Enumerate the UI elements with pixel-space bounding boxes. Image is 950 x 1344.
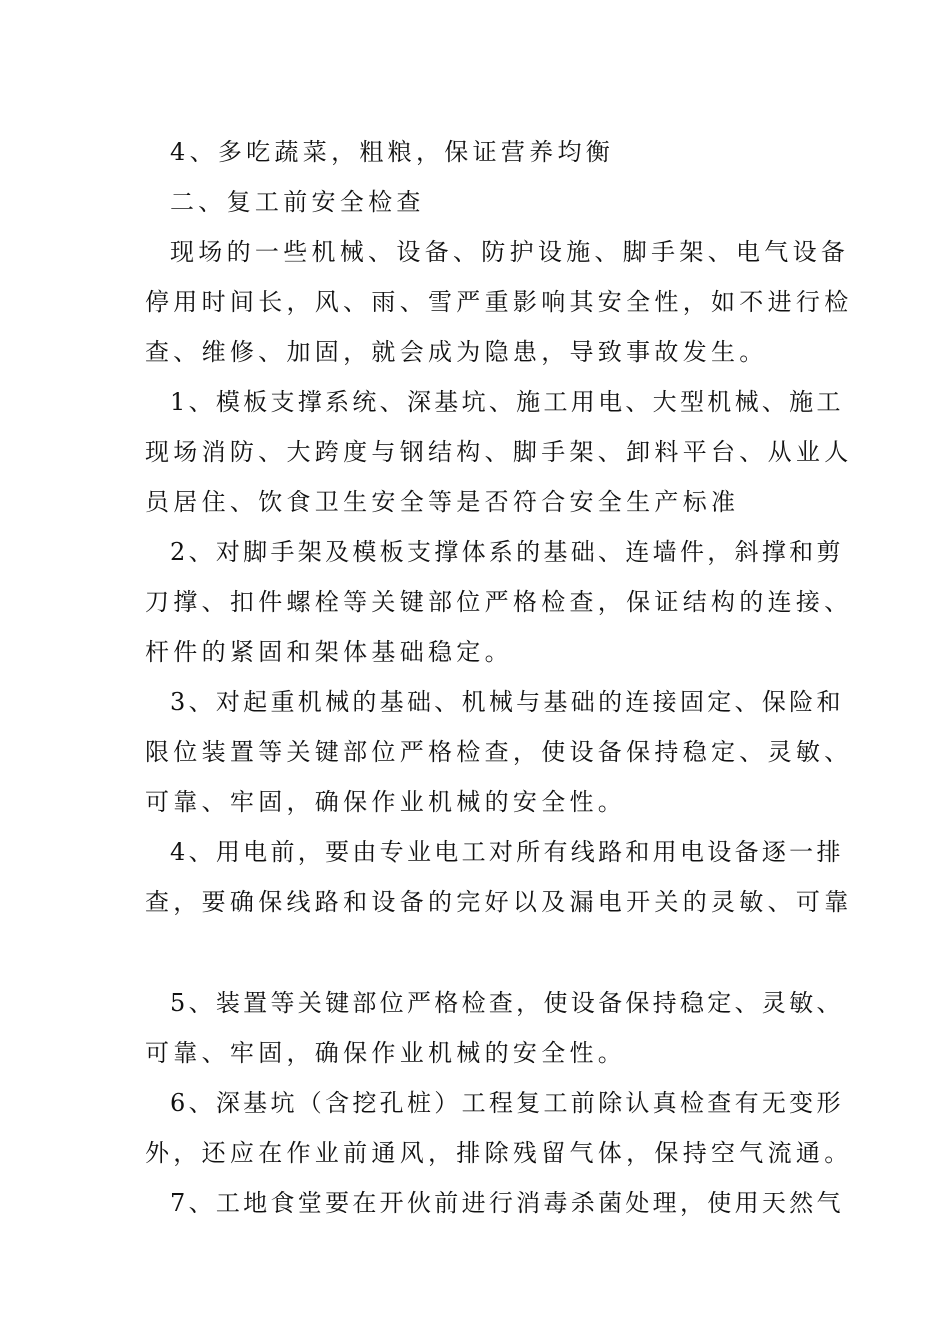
paragraph-line: 现场的一些机械、设备、防护设施、脚手架、电气设备: [170, 238, 850, 266]
paragraph-line: 7、工地食堂要在开伙前进行消毒杀菌处理，使用天然气: [170, 1189, 844, 1217]
paragraph-line: 可靠、牢固，确保作业机械的安全性。: [145, 1039, 627, 1067]
paragraph-line: 查、维修、加固，就会成为隐患，导致事故发生。: [145, 338, 768, 366]
paragraph-line: 杆件的紧固和架体基础稳定。: [145, 638, 513, 666]
paragraph-line: 刀撑、扣件螺栓等关键部位严格检查，保证结构的连接、: [145, 588, 853, 616]
paragraph-line: 2、对脚手架及模板支撑体系的基础、连墙件，斜撑和剪: [170, 538, 844, 566]
paragraph-line: 现场消防、大跨度与钢结构、脚手架、卸料平台、从业人: [145, 438, 853, 466]
paragraph-line: 员居住、饮食卫生安全等是否符合安全生产标准: [145, 488, 740, 516]
paragraph-line: 4、用电前，要由专业电工对所有线路和用电设备逐一排: [170, 838, 844, 866]
paragraph-line: 限位装置等关键部位严格检查，使设备保持稳定、灵敏、: [145, 738, 853, 766]
paragraph-line: 查，要确保线路和设备的完好以及漏电开关的灵敏、可靠: [145, 888, 853, 916]
paragraph-line: 3、对起重机械的基础、机械与基础的连接固定、保险和: [170, 688, 844, 716]
paragraph-line: 4、多吃蔬菜，粗粮，保证营养均衡: [170, 138, 615, 166]
paragraph-line: 停用时间长，风、雨、雪严重影响其安全性，如不进行检: [145, 288, 853, 316]
paragraph-line: 5、装置等关键部位严格检查，使设备保持稳定、灵敏、: [170, 989, 844, 1017]
paragraph-line: 6、深基坑（含挖孔桩）工程复工前除认真检查有无变形: [170, 1089, 844, 1117]
paragraph-line: 1、模板支撑系统、深基坑、施工用电、大型机械、施工: [170, 388, 844, 416]
paragraph-line: 外，还应在作业前通风，排除残留气体，保持空气流通。: [145, 1139, 853, 1167]
section-heading: 二、复工前安全检查: [170, 188, 425, 216]
paragraph-line: 可靠、牢固，确保作业机械的安全性。: [145, 788, 627, 816]
